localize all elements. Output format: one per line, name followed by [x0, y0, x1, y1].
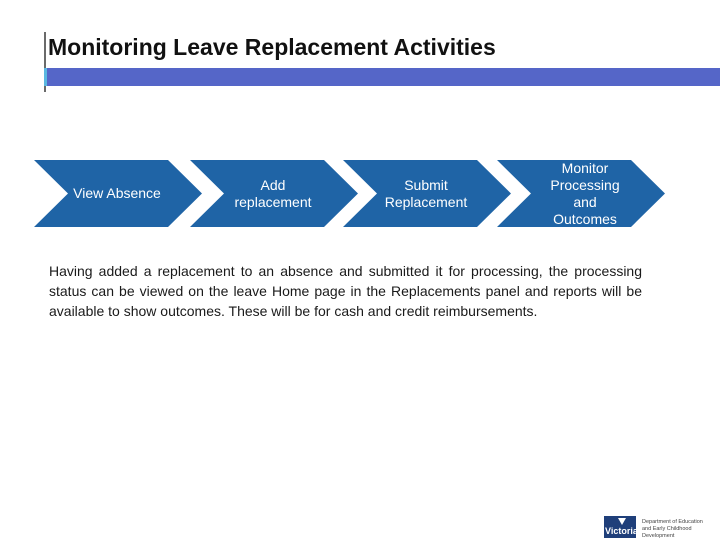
process-step-submit-replacement — [343, 160, 511, 227]
process-step-label: Monitor Processing and Outcomes — [550, 159, 620, 227]
process-step-view-absence — [34, 160, 202, 227]
victoria-v-icon — [618, 518, 626, 525]
victoria-logo-box — [604, 516, 636, 538]
process-step-add-replacement — [190, 160, 358, 227]
victoria-logo-word: Victoria — [605, 526, 638, 536]
process-step-label: Add replacement — [234, 176, 312, 210]
process-step-label: Submit Replacement — [384, 176, 468, 210]
slide-title: Monitoring Leave Replacement Activities — [48, 34, 496, 60]
process-step-monitor-outcomes — [497, 160, 665, 227]
process-flow — [0, 0, 720, 240]
process-step-label: View Absence — [73, 185, 161, 201]
department-name: Department of Education and Early Childhood Development — [642, 519, 703, 539]
body-paragraph: Having added a replacement to an absence and submitted it for processing, the processing status can be viewed on the leave Home page in the Replacements panel and reports will be available to show outcomes. These will be for cash and credit reimbursements. — [49, 263, 642, 319]
victoria-state-government-logo — [604, 516, 714, 538]
